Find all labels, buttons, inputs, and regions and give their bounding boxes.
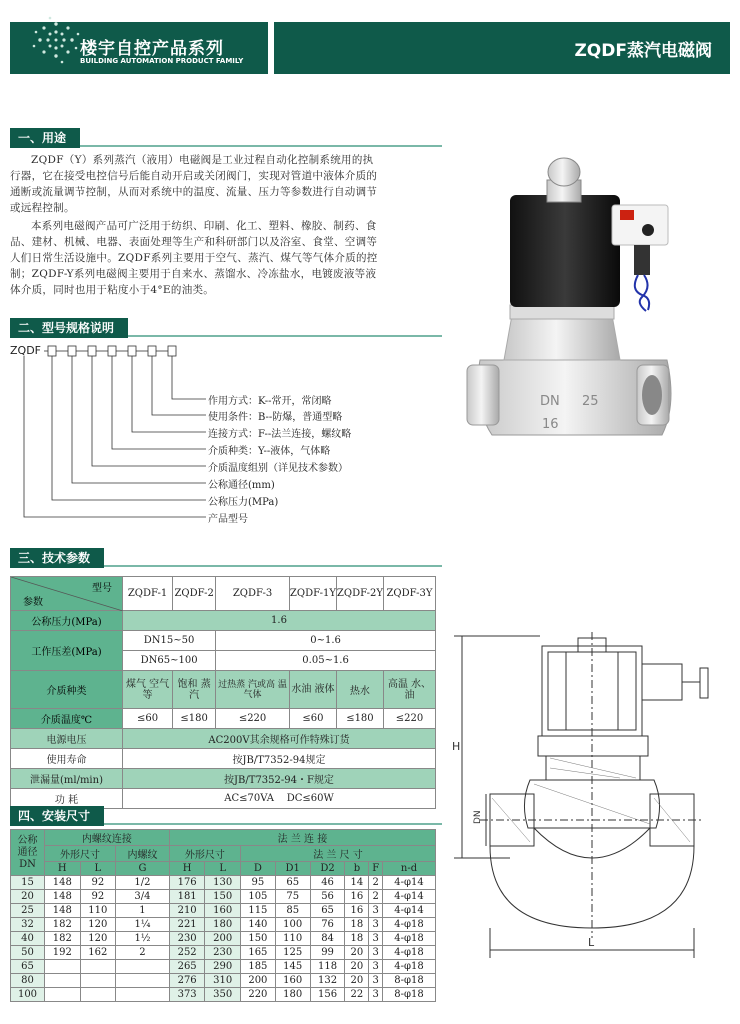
table-cell bbox=[45, 988, 81, 1002]
table-cell: 85 bbox=[275, 904, 310, 918]
table-cell: 230 bbox=[169, 932, 205, 946]
table-cell: 118 bbox=[310, 960, 345, 974]
table-cell: 84 bbox=[310, 932, 345, 946]
model-prefix: ZQDF bbox=[10, 344, 41, 357]
table-cell: 8-φ18 bbox=[383, 974, 436, 988]
outline-header: 外形尺寸 bbox=[169, 846, 240, 862]
table-cell: 20 bbox=[345, 974, 369, 988]
medium-value: 过热蒸 汽或高 温气体 bbox=[216, 671, 290, 709]
table-cell: 3 bbox=[369, 904, 383, 918]
medium-value: 高温 水、油 bbox=[383, 671, 435, 709]
install-dimensions-table bbox=[10, 829, 436, 1002]
section-title: 二、型号规格说明 bbox=[10, 318, 128, 338]
dimension-l-label: L bbox=[588, 936, 595, 949]
table-corner bbox=[11, 577, 123, 611]
temp-value: ≤220 bbox=[383, 709, 435, 729]
param-label: 使用寿命 bbox=[11, 749, 123, 769]
param-label: 功 耗 bbox=[11, 789, 123, 809]
table-cell: 130 bbox=[205, 876, 241, 890]
cast-size-text: 25 bbox=[582, 394, 599, 409]
table-cell: 373 bbox=[169, 988, 205, 1002]
product-title: ZQDF蒸汽电磁阀 bbox=[574, 41, 712, 61]
table-cell: 1½ bbox=[116, 932, 170, 946]
dimension-dn-label: DN bbox=[473, 810, 483, 824]
table-cell: 46 bbox=[310, 876, 345, 890]
table-cell: 92 bbox=[80, 876, 116, 890]
table-row bbox=[11, 904, 436, 918]
table-cell bbox=[45, 960, 81, 974]
table-cell: 220 bbox=[240, 988, 275, 1002]
model-legend-item: 使用条件：B--防爆，普通型略 bbox=[208, 412, 343, 423]
param-label: 工作压差(MPa) bbox=[11, 631, 123, 671]
model-legend-item: 作用方式：K--常开，常闭略 bbox=[208, 396, 332, 407]
table-cell: 3 bbox=[369, 960, 383, 974]
table-cell: 4-φ14 bbox=[383, 890, 436, 904]
table-cell: 18 bbox=[345, 918, 369, 932]
table-row bbox=[11, 974, 436, 988]
table-cell: 18 bbox=[345, 932, 369, 946]
table-cell: 3 bbox=[369, 918, 383, 932]
brand-name-cn: 楼宇自控产品系列 bbox=[80, 39, 224, 59]
column-header: G bbox=[116, 862, 170, 876]
param-value: 1.6 bbox=[123, 611, 436, 631]
table-cell: 110 bbox=[80, 904, 116, 918]
param-label: 泄漏量(ml/min) bbox=[11, 769, 123, 789]
thread-group-header: 内螺纹连接 bbox=[45, 830, 170, 846]
table-cell: 221 bbox=[169, 918, 205, 932]
valve-section-drawing bbox=[450, 628, 720, 1013]
table-cell: 20 bbox=[345, 960, 369, 974]
model-header: ZQDF-1Y bbox=[289, 577, 336, 611]
section-model-heading bbox=[10, 318, 440, 338]
medium-value: 煤气 空气等 bbox=[123, 671, 173, 709]
corner-label-param: 参数 bbox=[23, 597, 43, 608]
header-brand-bar bbox=[10, 22, 268, 74]
param-label: 公称压力(MPa) bbox=[11, 611, 123, 631]
table-cell: 105 bbox=[240, 890, 275, 904]
table-cell: 3 bbox=[369, 974, 383, 988]
diff-value: 0.05~1.6 bbox=[216, 651, 436, 671]
table-cell: 95 bbox=[240, 876, 275, 890]
table-cell: 180 bbox=[275, 988, 310, 1002]
dn-header: 公称 通径 DN bbox=[11, 830, 45, 876]
outline-header: 外形尺寸 bbox=[45, 846, 116, 862]
param-label: 介质种类 bbox=[11, 671, 123, 709]
model-legend-item: 公称压力(MPa) bbox=[208, 497, 279, 508]
temp-value: ≤60 bbox=[123, 709, 173, 729]
param-value: 按JB/T7352-94・F规定 bbox=[123, 769, 436, 789]
table-cell: 140 bbox=[240, 918, 275, 932]
table-cell: 182 bbox=[45, 918, 81, 932]
table-cell: 2 bbox=[369, 890, 383, 904]
table-cell: 20 bbox=[11, 890, 45, 904]
table-cell: 290 bbox=[205, 960, 241, 974]
table-cell: 4-φ18 bbox=[383, 932, 436, 946]
table-cell: 1/2 bbox=[116, 876, 170, 890]
table-cell: 4-φ14 bbox=[383, 876, 436, 890]
medium-value: 热水 bbox=[336, 671, 383, 709]
header-title-bar bbox=[274, 22, 730, 74]
table-cell: 148 bbox=[45, 876, 81, 890]
table-cell: 132 bbox=[310, 974, 345, 988]
table-cell: 1 bbox=[116, 904, 170, 918]
table-row bbox=[11, 890, 436, 904]
usage-paragraph-1: ZQDF（Y）系列蒸汽（液用）电磁阀是工业过程自动化控制系统用的执行器，它在接受电控信号后能自动开启或关闭阀门，实现对管道中液体介质的通断或流量调节控制，从而对系统中的温度、流量、压力等参数进行自动调节或远程控制。 bbox=[10, 154, 378, 214]
table-cell: 181 bbox=[169, 890, 205, 904]
table-cell: 4-φ18 bbox=[383, 946, 436, 960]
table-cell: 100 bbox=[275, 918, 310, 932]
table-cell: 75 bbox=[275, 890, 310, 904]
table-cell: 76 bbox=[310, 918, 345, 932]
model-legend-item: 介质温度组别（详见技术参数） bbox=[208, 463, 348, 474]
table-cell: 92 bbox=[80, 890, 116, 904]
section-title: 四、安装尺寸 bbox=[10, 806, 104, 826]
flange-dim-header: 法 兰 尺 寸 bbox=[240, 846, 435, 862]
table-cell: 8-φ18 bbox=[383, 988, 436, 1002]
table-cell: 210 bbox=[169, 904, 205, 918]
table-cell: 65 bbox=[275, 876, 310, 890]
table-cell: 25 bbox=[11, 904, 45, 918]
table-cell bbox=[116, 974, 170, 988]
tech-params-table bbox=[10, 576, 436, 809]
table-cell: 192 bbox=[45, 946, 81, 960]
column-header: D2 bbox=[310, 862, 345, 876]
table-cell: 65 bbox=[11, 960, 45, 974]
table-cell: 4-φ14 bbox=[383, 904, 436, 918]
section-rule bbox=[120, 335, 442, 337]
temp-value: ≤220 bbox=[216, 709, 290, 729]
table-cell: 3/4 bbox=[116, 890, 170, 904]
table-cell: 22 bbox=[345, 988, 369, 1002]
table-cell bbox=[116, 960, 170, 974]
table-cell: 200 bbox=[205, 932, 241, 946]
cast-dn-text: DN bbox=[540, 394, 560, 409]
diff-range: DN65~100 bbox=[123, 651, 216, 671]
model-legend-item: 产品型号 bbox=[208, 514, 248, 525]
column-header: L bbox=[205, 862, 241, 876]
table-cell: 148 bbox=[45, 904, 81, 918]
param-value: 按JB/T7352-94规定 bbox=[123, 749, 436, 769]
temp-value: ≤180 bbox=[336, 709, 383, 729]
model-legend-item: 介质种类：Y--液体，气体略 bbox=[208, 446, 331, 457]
table-cell: 15 bbox=[11, 876, 45, 890]
column-header: H bbox=[169, 862, 205, 876]
table-cell: 150 bbox=[205, 890, 241, 904]
table-cell: 200 bbox=[240, 974, 275, 988]
table-cell: 3 bbox=[369, 932, 383, 946]
section-title: 三、技术参数 bbox=[10, 548, 104, 568]
column-header: F bbox=[369, 862, 383, 876]
model-legend-item: 连接方式：F--法兰连接，螺纹略 bbox=[208, 429, 352, 440]
table-cell: 115 bbox=[240, 904, 275, 918]
table-cell bbox=[116, 988, 170, 1002]
table-cell: 350 bbox=[205, 988, 241, 1002]
diff-range: DN15~50 bbox=[123, 631, 216, 651]
table-cell: 120 bbox=[80, 918, 116, 932]
table-cell: 65 bbox=[310, 904, 345, 918]
section-title: 一、用途 bbox=[10, 128, 80, 148]
table-row bbox=[11, 918, 436, 932]
table-cell: 4-φ18 bbox=[383, 960, 436, 974]
table-cell: 14 bbox=[345, 876, 369, 890]
table-cell: 4-φ18 bbox=[383, 918, 436, 932]
model-header: ZQDF-3 bbox=[216, 577, 290, 611]
table-cell: 120 bbox=[80, 932, 116, 946]
table-cell: 3 bbox=[369, 988, 383, 1002]
table-cell: 2 bbox=[116, 946, 170, 960]
table-cell: 180 bbox=[205, 918, 241, 932]
brand-name-en: BUILDING AUTOMATION PRODUCT FAMILY bbox=[80, 57, 244, 65]
section-rule bbox=[70, 145, 442, 147]
column-header: D bbox=[240, 862, 275, 876]
table-cell: 40 bbox=[11, 932, 45, 946]
install-table-body bbox=[11, 876, 436, 1002]
table-cell: 162 bbox=[80, 946, 116, 960]
table-cell: 99 bbox=[310, 946, 345, 960]
column-header: H bbox=[45, 862, 81, 876]
table-cell: 50 bbox=[11, 946, 45, 960]
table-cell: 165 bbox=[240, 946, 275, 960]
section-rule bbox=[100, 565, 442, 567]
valve-photo bbox=[462, 150, 682, 470]
model-header: ZQDF-2Y bbox=[336, 577, 383, 611]
column-header: D1 bbox=[275, 862, 310, 876]
usage-paragraph-2: 本系列电磁阀产品可广泛用于纺织、印刷、化工、塑料、橡胶、制药、食品、建材、机械、电器、表面处理等生产和科研部门以及浴室、食堂、空调等人们日常生活设施中。ZQDF系列主要用于空气、蒸汽、煤气等气体介质的控制；ZQDF-Y系列电磁阀主要用于自来水、蒸馏水、冷冻盐水，电镀废液等液体介质，同时也用于粘度小于4°E的油类。 bbox=[10, 220, 378, 296]
table-row bbox=[11, 932, 436, 946]
table-cell: 160 bbox=[275, 974, 310, 988]
table-cell bbox=[80, 974, 116, 988]
table-cell: 3 bbox=[369, 946, 383, 960]
table-cell bbox=[80, 988, 116, 1002]
table-cell: 230 bbox=[205, 946, 241, 960]
param-value: AC≤70VA DC≤60W bbox=[123, 789, 436, 809]
temp-value: ≤180 bbox=[173, 709, 216, 729]
flange-group-header: 法 兰 连 接 bbox=[169, 830, 435, 846]
table-cell: 156 bbox=[310, 988, 345, 1002]
cast-pn-text: 16 bbox=[542, 417, 559, 432]
table-row bbox=[11, 988, 436, 1002]
section-params-heading bbox=[10, 548, 440, 568]
table-cell: 150 bbox=[240, 932, 275, 946]
brand-logo-icon bbox=[26, 10, 86, 70]
diff-value: 0~1.6 bbox=[216, 631, 436, 651]
table-cell bbox=[45, 974, 81, 988]
table-cell: 160 bbox=[205, 904, 241, 918]
table-cell: 32 bbox=[11, 918, 45, 932]
table-cell: 145 bbox=[275, 960, 310, 974]
table-cell: 182 bbox=[45, 932, 81, 946]
table-row bbox=[11, 876, 436, 890]
param-value: AC200V其余规格可作特殊订货 bbox=[123, 729, 436, 749]
table-cell: 80 bbox=[11, 974, 45, 988]
table-cell: 265 bbox=[169, 960, 205, 974]
section-rule bbox=[100, 823, 442, 825]
table-cell: 310 bbox=[205, 974, 241, 988]
column-header-row bbox=[11, 862, 436, 876]
medium-value: 水油 液体 bbox=[289, 671, 336, 709]
table-cell: 100 bbox=[11, 988, 45, 1002]
table-cell bbox=[80, 960, 116, 974]
temp-value: ≤60 bbox=[289, 709, 336, 729]
inner-thread-header: 内螺纹 bbox=[116, 846, 170, 862]
column-header: b bbox=[345, 862, 369, 876]
table-cell: 110 bbox=[275, 932, 310, 946]
table-cell: 148 bbox=[45, 890, 81, 904]
table-cell: 252 bbox=[169, 946, 205, 960]
table-cell: 125 bbox=[275, 946, 310, 960]
model-header: ZQDF-1 bbox=[123, 577, 173, 611]
table-cell: 176 bbox=[169, 876, 205, 890]
medium-value: 饱和 蒸汽 bbox=[173, 671, 216, 709]
table-cell: 20 bbox=[345, 946, 369, 960]
param-label: 电源电压 bbox=[11, 729, 123, 749]
model-header: ZQDF-3Y bbox=[383, 577, 435, 611]
corner-label-model: 型号 bbox=[92, 583, 112, 594]
table-row bbox=[11, 946, 436, 960]
table-cell: 16 bbox=[345, 890, 369, 904]
table-cell: 56 bbox=[310, 890, 345, 904]
dimension-h-label: H bbox=[452, 740, 461, 753]
column-header: L bbox=[80, 862, 116, 876]
table-cell: 185 bbox=[240, 960, 275, 974]
table-cell: 16 bbox=[345, 904, 369, 918]
model-code-diagram bbox=[10, 343, 410, 533]
table-row bbox=[11, 960, 436, 974]
section-usage-heading bbox=[10, 128, 440, 148]
column-header: n-d bbox=[383, 862, 436, 876]
model-legend-item: 公称通径(mm) bbox=[208, 480, 275, 491]
table-cell: 1¼ bbox=[116, 918, 170, 932]
section-install-heading bbox=[10, 806, 440, 826]
model-header: ZQDF-2 bbox=[173, 577, 216, 611]
table-cell: 2 bbox=[369, 876, 383, 890]
table-cell: 276 bbox=[169, 974, 205, 988]
param-label: 介质温度℃ bbox=[11, 709, 123, 729]
